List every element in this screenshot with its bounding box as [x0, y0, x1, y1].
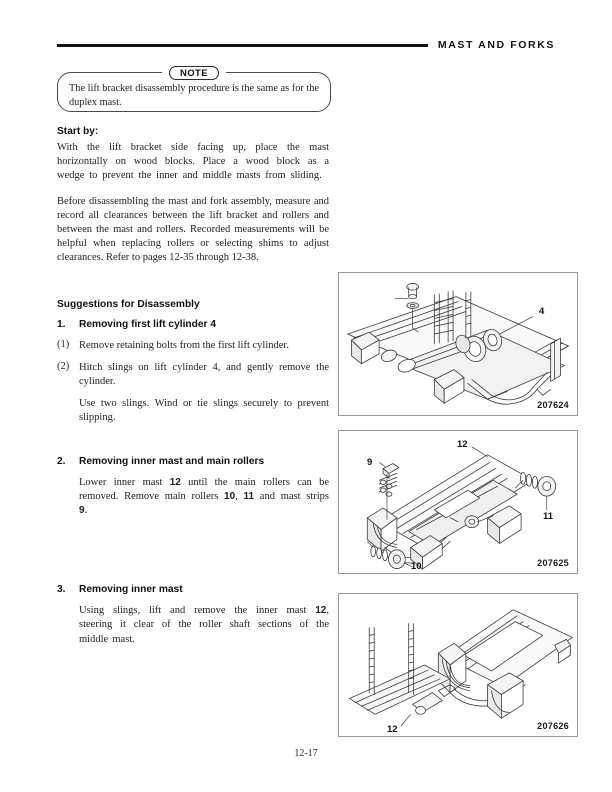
- figure-207625-callout-11: 11: [543, 511, 554, 522]
- step-2-title: Removing inner mast and main rollers: [79, 455, 265, 467]
- figure-207626: [338, 593, 578, 737]
- figure-207625-callout-10: 10: [411, 561, 422, 572]
- page-header: [57, 36, 555, 54]
- step-1-number: 1.: [57, 318, 66, 330]
- note-callout: [57, 66, 331, 112]
- header-title: MAST AND FORKS: [437, 39, 555, 51]
- step-1-note: Use two slings. Wind or tie slings securely to prevent slipping.: [79, 398, 329, 424]
- note-label: NOTE: [169, 66, 219, 80]
- step-2-text-mid3: and mast strips: [254, 490, 329, 502]
- step-2-text-lead: Lower inner mast: [79, 476, 170, 488]
- step-3-header: [57, 584, 329, 595]
- figure-207625-drawing: [339, 431, 577, 573]
- part-number-9: 9: [79, 505, 85, 517]
- figure-207624: [338, 272, 578, 416]
- step-1-substep-1: [57, 339, 329, 353]
- substep-marker: (2): [57, 360, 70, 372]
- page-footer: 12-17: [294, 748, 318, 759]
- step-3-text-end: , steering it clear of the roller shaft sections of the middle mast.: [79, 605, 329, 645]
- substep-text: Remove retaining bolts from the first lift cylinder.: [79, 339, 289, 351]
- start-by-heading: Start by:: [57, 126, 99, 137]
- text-column: [57, 126, 329, 655]
- start-by-paragraph-1: With the lift bracket side facing up, place the mast horizontally on wood blocks. Place a wood block as a wedge to prevent the inner and middle masts from sliding.: [57, 142, 329, 182]
- step-2-text-mid: until the main rollers can be removed. Remove main rollers: [79, 476, 329, 502]
- substep-text: Hitch slings on lift cylinder 4, and gently remove the cylinder.: [79, 361, 329, 388]
- start-by-paragraph-2: Before disassembling the mast and fork assembly, measure and record all clearances between the lift bracket and rollers and between the mast and rollers. Recorded measurements will be helpful when replacing rollers or selecting shims to adjust clearances. Refer to pages 12-35 through 12-38.: [57, 195, 329, 264]
- figure-207625-callout-12: 12: [457, 439, 468, 450]
- suggestions-title: Suggestions for Disassembly: [57, 298, 200, 310]
- step-3-body: [79, 604, 329, 647]
- step-1-title: Removing first lift cylinder 4: [79, 318, 216, 330]
- substep-marker: (1): [57, 338, 70, 350]
- figure-207625-callout-9: 9: [367, 457, 373, 468]
- part-number-10: 10: [224, 490, 236, 502]
- step-2-number: 2.: [57, 455, 66, 467]
- figure-207624-drawing: [339, 273, 577, 415]
- spacer: [57, 277, 329, 299]
- step-3-title: Removing inner mast: [79, 584, 183, 596]
- figure-207626-callout-12: 12: [387, 724, 398, 735]
- figure-207625-id: 207625: [537, 558, 569, 568]
- figure-207625: [338, 430, 578, 574]
- step-2-text-mid2: ,: [235, 490, 244, 502]
- step-1-substep-2: [57, 361, 329, 389]
- header-rule: [57, 44, 428, 47]
- figure-207626-id: 207626: [537, 721, 569, 731]
- step-3-number: 3.: [57, 584, 66, 596]
- spacer: [57, 434, 329, 456]
- part-number-12: 12: [315, 605, 327, 617]
- step-2-header: [57, 456, 329, 467]
- part-number-12: 12: [169, 476, 181, 488]
- part-number-11: 11: [243, 490, 255, 502]
- note-text: The lift bracket disassembly procedure is the same as for the duplex mast.: [69, 83, 319, 108]
- step-2-body: [79, 476, 329, 519]
- figure-207624-callout-4: 4: [539, 306, 545, 317]
- spacer: [57, 526, 329, 584]
- figure-207626-drawing: [339, 594, 577, 736]
- step-2-text-end: .: [84, 505, 88, 517]
- step-3-text-lead: Using slings, lift and remove the inner mast: [79, 605, 316, 617]
- figure-207624-id: 207624: [537, 400, 569, 410]
- step-1-header: [57, 319, 329, 330]
